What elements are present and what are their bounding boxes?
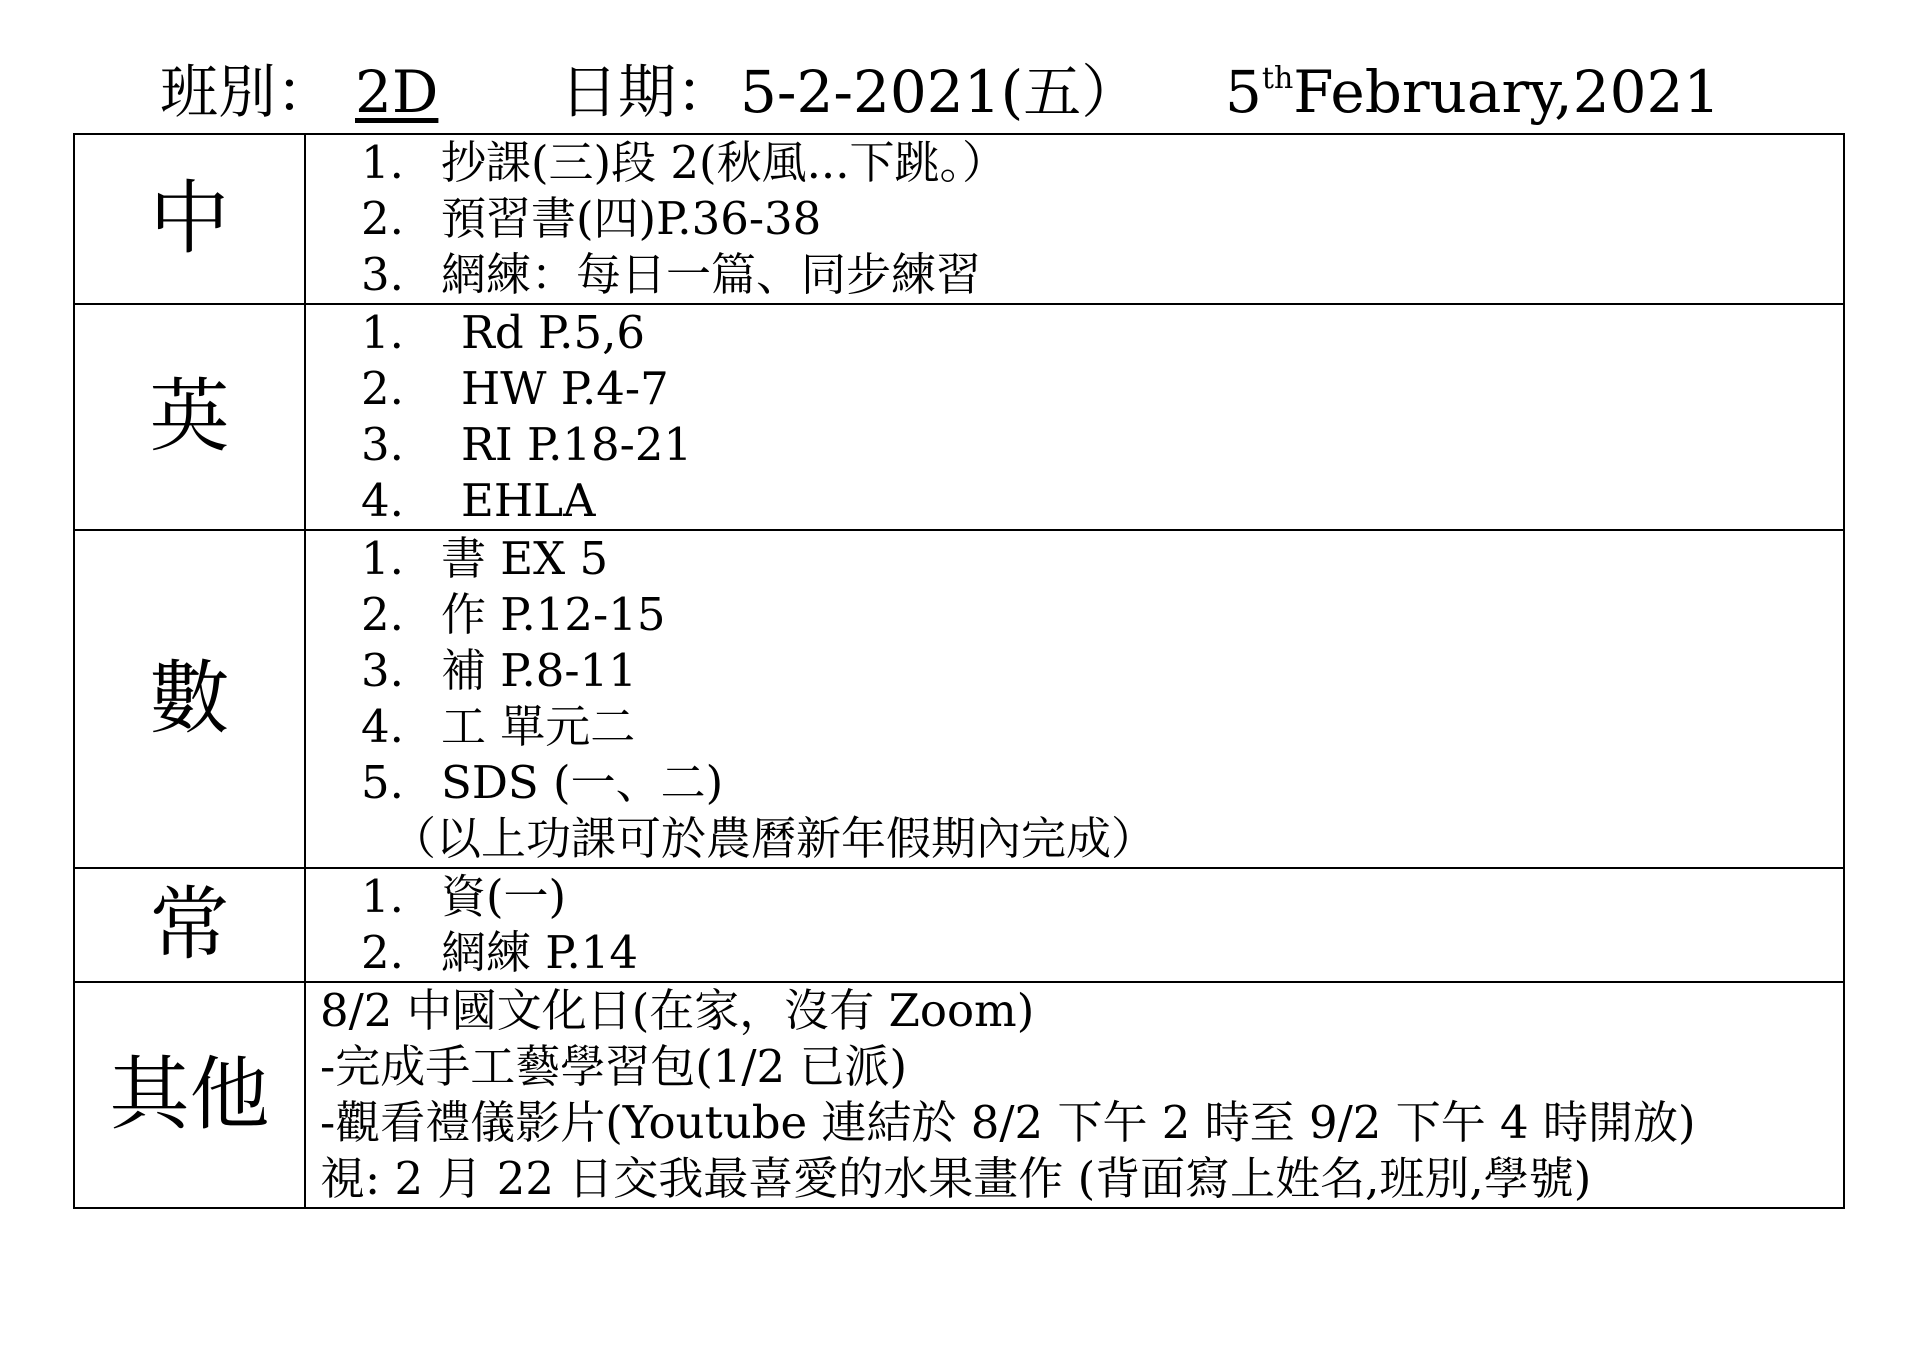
general-homework-list bbox=[305, 868, 1844, 982]
list-item bbox=[306, 361, 1843, 417]
date-value: 5-2-2021(五） bbox=[740, 58, 1140, 126]
item-text: 網練 P.14 bbox=[441, 926, 639, 979]
english-date-day: 5 bbox=[1225, 58, 1262, 126]
item-number: 3. bbox=[361, 418, 404, 471]
item-text: 網練：每日一篇、同步練習 bbox=[441, 248, 982, 301]
item-number: 2. bbox=[361, 588, 404, 641]
item-number: 2. bbox=[361, 926, 404, 979]
english-date-rest: February,2021 bbox=[1293, 58, 1721, 126]
math-homework-list bbox=[305, 530, 1844, 868]
others-line: 視: 2 月 22 日交我最喜愛的水果畫作 (背面寫上姓名,班別,學號) bbox=[320, 1152, 1592, 1205]
subject-general-studies: 常 bbox=[74, 868, 305, 982]
homework-row-others bbox=[74, 982, 1844, 1208]
subject-math: 數 bbox=[74, 530, 305, 868]
item-text: 補 P.8-11 bbox=[441, 644, 637, 697]
item-text: 作 P.12-15 bbox=[441, 588, 666, 641]
item-text: SDS (一、二) bbox=[441, 756, 724, 809]
item-number: 5. bbox=[361, 756, 404, 809]
english-date-suffix: th bbox=[1261, 61, 1294, 96]
subject-chinese: 中 bbox=[74, 134, 305, 304]
class-value: 2D bbox=[355, 58, 439, 126]
homework-table bbox=[73, 133, 1845, 1209]
list-item bbox=[306, 755, 1843, 811]
list-item bbox=[306, 869, 1843, 925]
math-note: （以上功課可於農曆新年假期內完成） bbox=[391, 812, 1157, 865]
item-text: HW P.4-7 bbox=[461, 362, 669, 415]
list-item bbox=[306, 531, 1843, 587]
homework-row-chinese bbox=[74, 134, 1844, 304]
others-line: -完成手工藝學習包(1/2 已派) bbox=[320, 1040, 908, 1093]
item-text: Rd P.5,6 bbox=[461, 306, 646, 359]
subject-others: 其他 bbox=[74, 982, 305, 1208]
item-number: 4. bbox=[361, 700, 404, 753]
item-number: 2. bbox=[361, 192, 404, 245]
list-item bbox=[306, 643, 1843, 699]
subject-english: 英 bbox=[74, 304, 305, 530]
homework-row-english bbox=[74, 304, 1844, 530]
list-item bbox=[306, 305, 1843, 361]
list-item bbox=[306, 135, 1843, 191]
english-homework-list bbox=[305, 304, 1844, 530]
item-number: 3. bbox=[361, 644, 404, 697]
chinese-homework-list bbox=[305, 134, 1844, 304]
item-text: 書 EX 5 bbox=[441, 532, 609, 585]
item-number: 1. bbox=[361, 306, 404, 359]
item-text: 工 單元二 bbox=[441, 700, 636, 753]
item-text: 預習書(四)P.36-38 bbox=[441, 192, 822, 245]
others-notes bbox=[305, 982, 1844, 1208]
date-label: 日期： bbox=[560, 58, 735, 126]
others-line: -觀看禮儀影片(Youtube 連結於 8/2 下午 2 時至 9/2 下午 4 時開放) bbox=[320, 1096, 1696, 1149]
list-item bbox=[306, 191, 1843, 247]
homework-row-math bbox=[74, 530, 1844, 868]
item-number: 1. bbox=[361, 870, 404, 923]
class-label: 班別： bbox=[160, 58, 335, 126]
page-header bbox=[160, 55, 1880, 130]
item-text: EHLA bbox=[461, 474, 596, 527]
english-date bbox=[1225, 55, 1720, 130]
item-number: 1. bbox=[361, 136, 404, 189]
list-item bbox=[306, 587, 1843, 643]
item-number: 2. bbox=[361, 362, 404, 415]
item-number: 3. bbox=[361, 248, 404, 301]
list-item bbox=[306, 417, 1843, 473]
item-text: 資(一) bbox=[441, 870, 567, 923]
item-text: 抄課(三)段 2(秋風...下跳。） bbox=[441, 136, 1008, 189]
item-number: 1. bbox=[361, 532, 404, 585]
item-text: RI P.18-21 bbox=[461, 418, 693, 471]
item-number: 4. bbox=[361, 474, 404, 527]
list-item bbox=[306, 247, 1843, 303]
list-item bbox=[306, 473, 1843, 529]
list-item bbox=[306, 699, 1843, 755]
list-item bbox=[306, 925, 1843, 981]
others-line: 8/2 中國文化日(在家，沒有 Zoom) bbox=[320, 984, 1035, 1037]
homework-row-general bbox=[74, 868, 1844, 982]
